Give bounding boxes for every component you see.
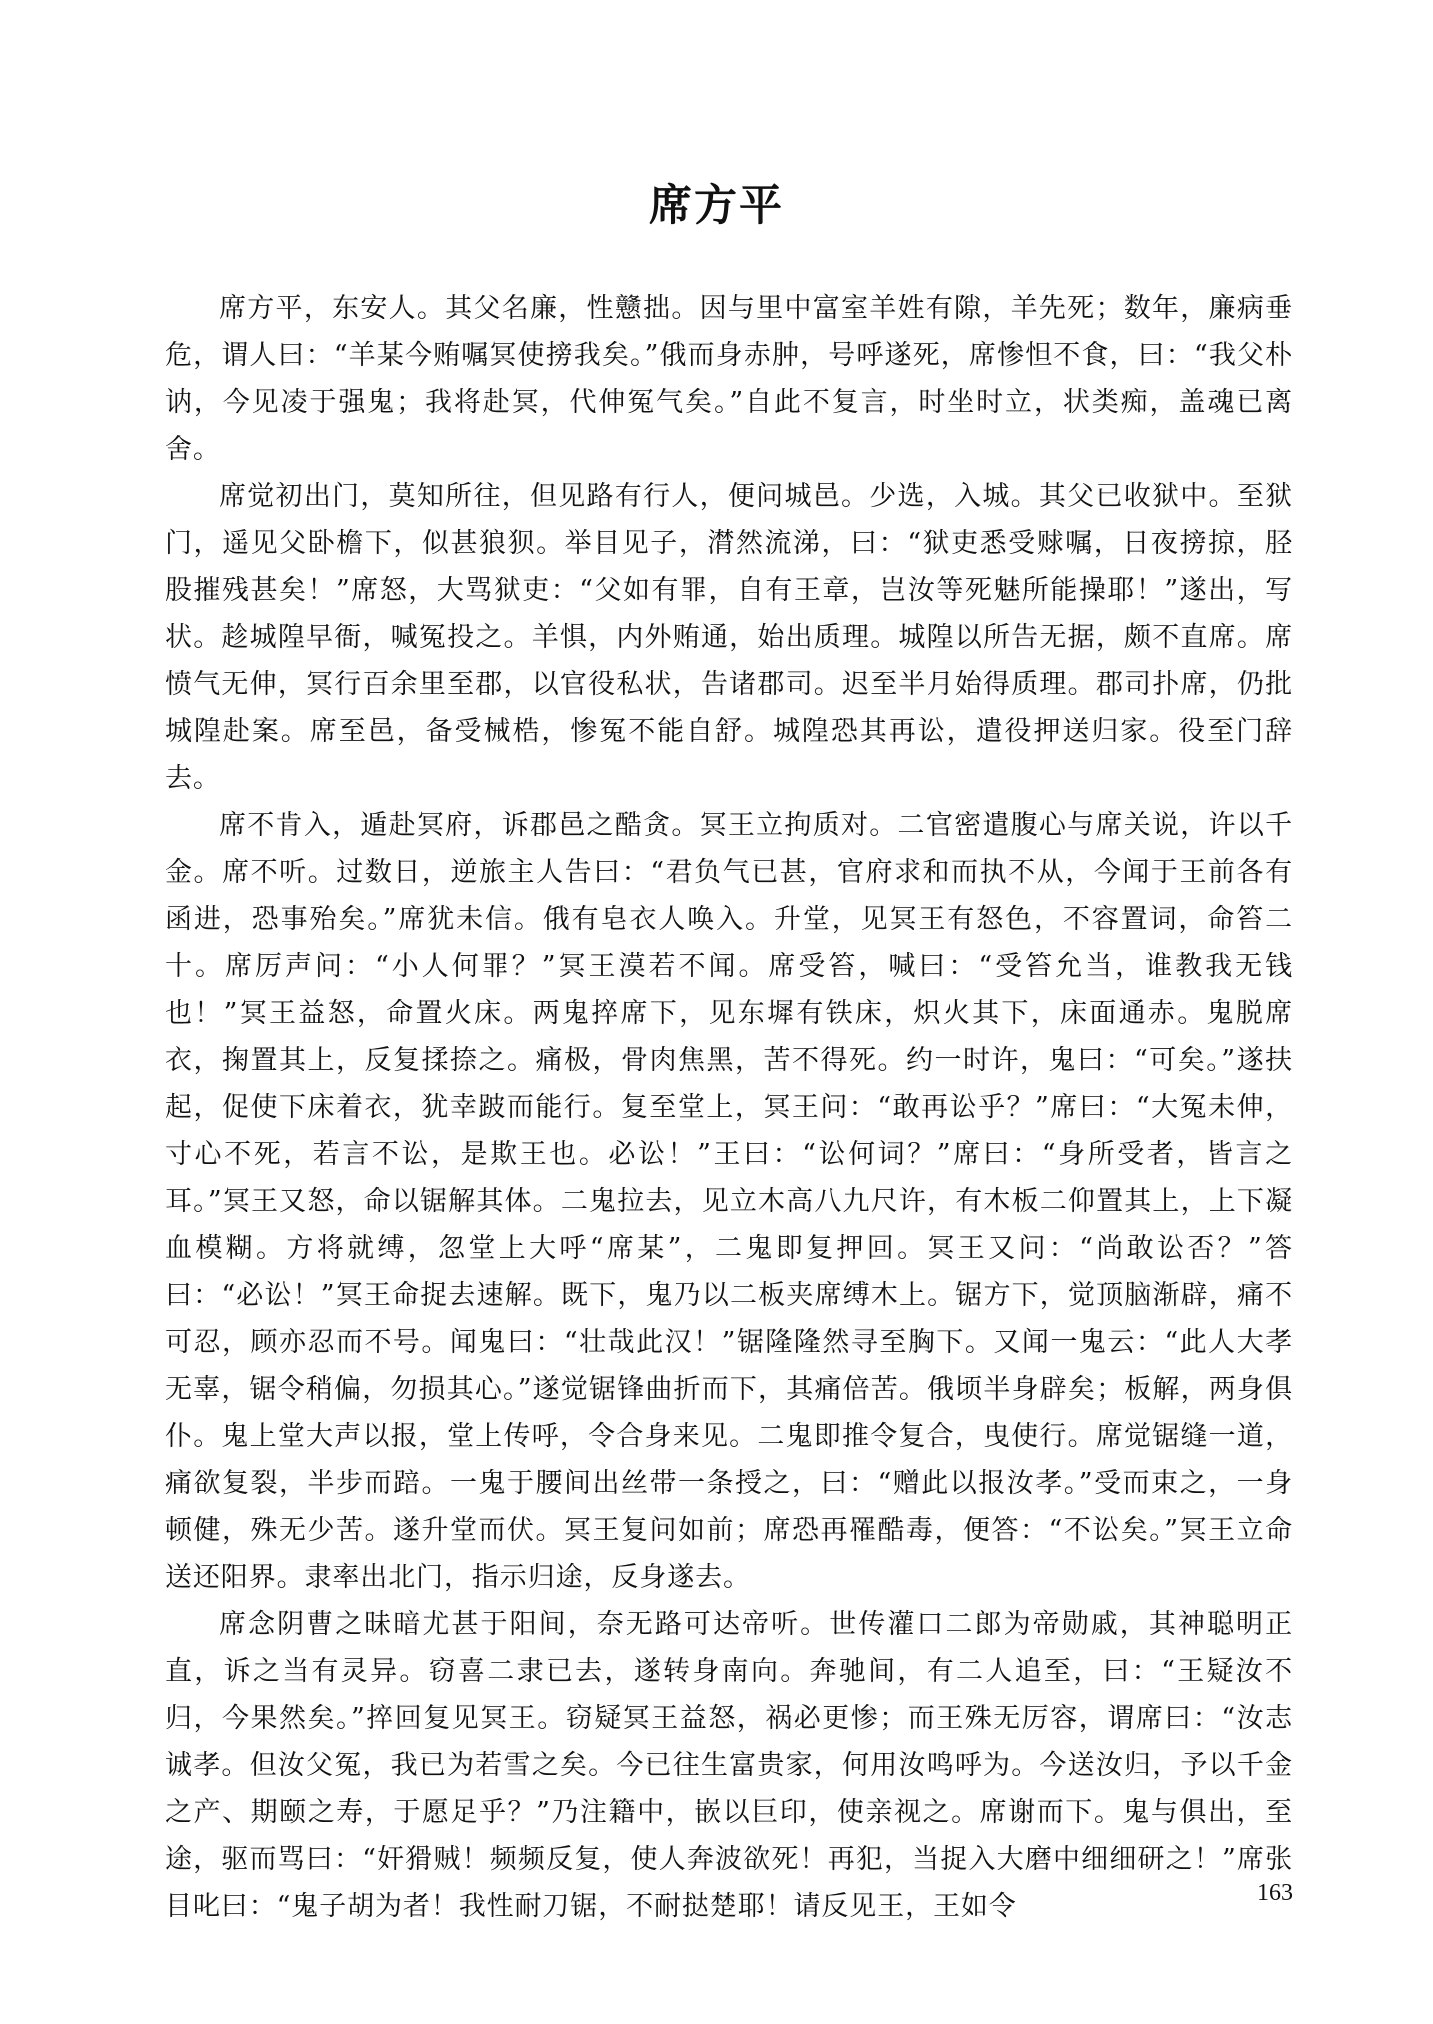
article-body: [165, 285, 1293, 1930]
page-number: 163: [1257, 1880, 1293, 1906]
paragraph-4: 席念阴曹之昧暗尤甚于阳间，奈无路可达帝听。世传灌口二郎为帝勋戚，其神聪明正直，诉之当有灵异。窃喜二隶已去，遂转身南向。奔驰间，有二人追至，曰：“王疑汝不归，今果然矣。”捽回复见冥王。窃疑冥王益怒，祸必更惨；而王殊无厉容，谓席曰：“汝志诚孝。但汝父冤，我已为若雪之矣。今已往生富贵家，何用汝鸣呼为。今送汝归，予以千金之产、期颐之寿，于愿足乎？”乃注籍中，嵌以巨印，使亲视之。席谢而下。鬼与俱出，至途，驱而骂曰：“奸猾贼！频频反复，使人奔波欲死！再犯，当捉入大磨中细细研之！”席张目叱曰：“鬼子胡为者！我性耐刀锯，不耐挞楚耶！请反见王，王如令: [165, 1609, 1293, 1922]
paragraph-1: 席方平，东安人。其父名廉，性戆拙。因与里中富室羊姓有隙，羊先死；数年，廉病垂危，谓人曰：“羊某今贿嘱冥使搒我矣。”俄而身赤肿，号呼遂死，席惨怛不食，曰：“我父朴讷，今见凌于强鬼；我将赴冥，代伸冤气矣。”自此不复言，时坐时立，状类痴，盖魂已离舍。: [165, 293, 1293, 465]
paragraph-2: 席觉初出门，莫知所往，但见路有行人，便问城邑。少选，入城。其父已收狱中。至狱门，遥见父卧檐下，似甚狼狈。举目见子，潸然流涕，曰：“狱吏悉受赇嘱，日夜搒掠，胫股摧残甚矣！”席怒，大骂狱吏：“父如有罪，自有王章，岂汝等死魅所能操耶！”遂出，写状。趁城隍早衙，喊冤投之。羊惧，内外贿通，始出质理。城隍以所告无据，颇不直席。席愤气无伸，冥行百余里至郡，以官役私状，告诸郡司。迟至半月始得质理。郡司扑席，仍批城隍赴案。席至邑，备受械梏，惨冤不能自舒。城隍恐其再讼，遣役押送归家。役至门辞去。: [165, 481, 1293, 794]
page-title: 席方平: [649, 181, 784, 231]
paragraph-3: 席不肯入，遁赴冥府，诉郡邑之酷贪。冥王立拘质对。二官密遣腹心与席关说，许以千金。席不听。过数日，逆旅主人告曰：“君负气已甚，官府求和而执不从，今闻于王前各有函进，恐事殆矣。”席犹未信。俄有皂衣人唤入。升堂，见冥王有怒色，不容置词，命笞二十。席厉声问：“小人何罪？”冥王漠若不闻。席受笞，喊曰：“受笞允当，谁教我无钱也！”冥王益怒，命置火床。两鬼捽席下，见东墀有铁床，炽火其下，床面通赤。鬼脱席衣，掬置其上，反复揉捺之。痛极，骨肉焦黑，苦不得死。约一时许，鬼曰：“可矣。”遂扶起，促使下床着衣，犹幸跛而能行。复至堂上，冥王问：“敢再讼乎？”席曰：“大冤未伸，寸心不死，若言不讼，是欺王也。必讼！”王曰：“讼何词？”席曰：“身所受者，皆言之耳。”冥王又怒，命以锯解其体。二鬼拉去，见立木高八九尺许，有木板二仰置其上，上下凝血模糊。方将就缚，忽堂上大呼“席某”，二鬼即复押回。冥王又问：“尚敢讼否？”答曰：“必讼！”冥王命捉去速解。既下，鬼乃以二板夹席缚木上。锯方下，觉顶脑渐辟，痛不可忍，顾亦忍而不号。闻鬼曰：“壮哉此汉！”锯隆隆然寻至胸下。又闻一鬼云：“此人大孝无辜，锯令稍偏，勿损其心。”遂觉锯锋曲折而下，其痛倍苦。俄顷半身辟矣；板解，两身俱仆。鬼上堂大声以报，堂上传呼，令合身来见。二鬼即推令复合，曳使行。席觉锯缝一道，痛欲复裂，半步而踣。一鬼于腰间出丝带一条授之，曰：“赠此以报汝孝。”受而束之，一身顿健，殊无少苦。遂升堂而伏。冥王复问如前；席恐再罹酷毒，便答：“不讼矣。”冥王立命送还阳界。隶率出北门，指示归途，反身遂去。: [165, 810, 1293, 1593]
